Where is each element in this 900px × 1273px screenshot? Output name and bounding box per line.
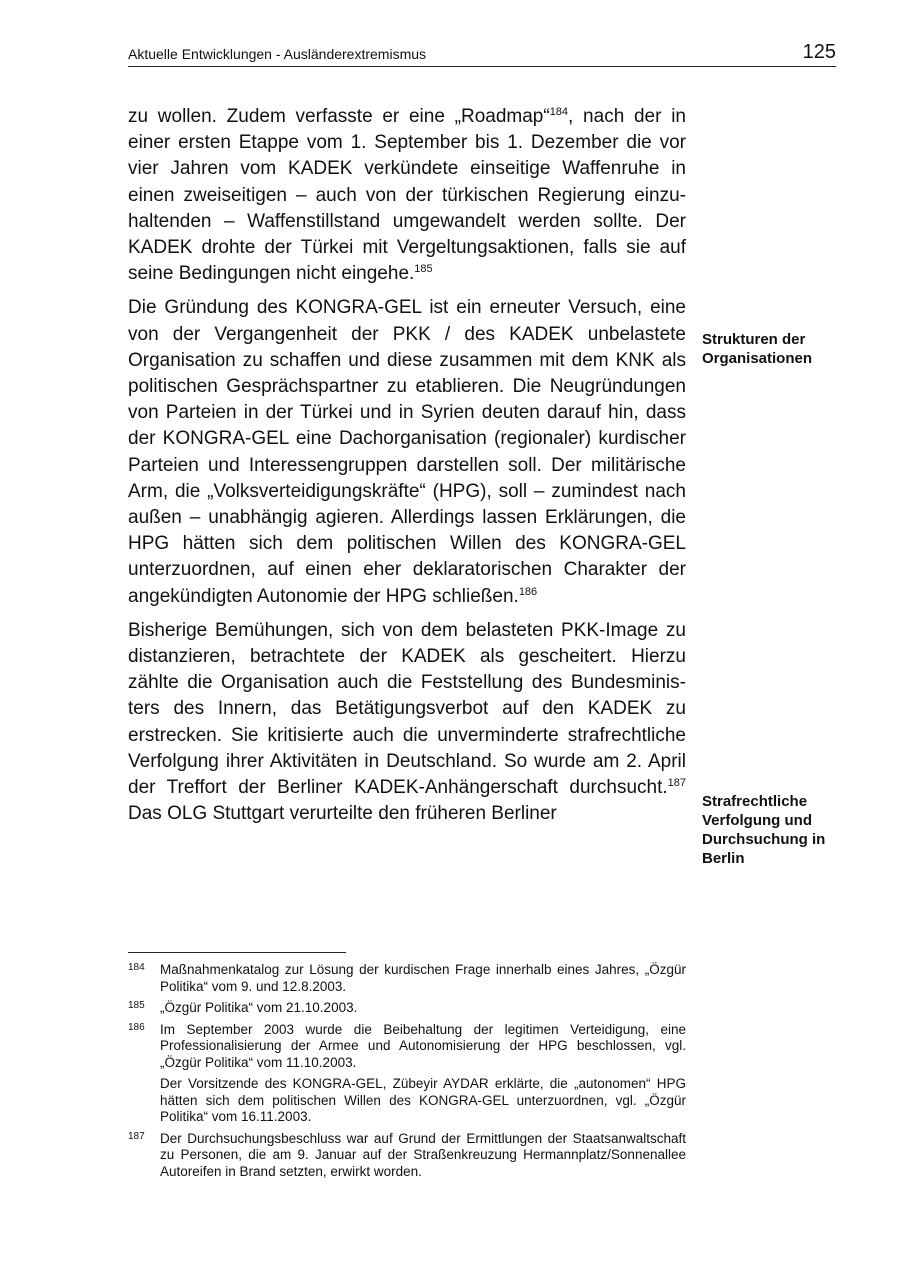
footnote-text: „Özgür Politika“ vom 21.10.2003. [160,1000,358,1015]
footnote-184 [128,962,686,995]
footnote-text: Maßnahmenkatalog zur Lösung der kurdischen Frage innerhalb eines Jahres, „Özgür Politika“ vom 9. und 12.8.2003. [160,962,686,994]
footnotes [128,962,686,1185]
footnote-number: 185 [128,1000,145,1011]
footnote-text: Im September 2003 wurde die Beibehaltung der legitimen Verteidigung, eine Professionalisierung der Armee und Autonomisierung der HPG beschlossen, vgl. „Özgür Politika“ vom 11.10.2003. [160,1021,686,1070]
footnote-number: 184 [128,962,145,973]
paragraph-text: Bisherige Bemühungen, sich von dem belasteten PKK-Image zu distanzieren, betrachtete der KADEK als gescheitert. Hierzu zählte die Organisation auch die Feststellung des Bundesministers des Innern, das Betätigungsverbot auf den KADEK zu erstrecken. Sie kritisierte auch die unverminderte strafrechtliche Verfolgung ihrer Aktivitäten in Deutschland. So wurde am 2. April der Treffort der Berliner KADEK-Anhängerschaft durchsucht. [128,619,686,799]
footnote-number: 187 [128,1130,145,1142]
paragraph-text: zu wollen. Zudem verfasste er eine „Roadmap“ [128,106,550,127]
footnote-186-continued: Der Vorsitzende des KONGRA-GEL, Zübeyir AYDAR erklärte, die „autonomen“ HPG hätten sich dem politischen Willen des KONGRA-GEL unterzuordnen, vgl. „Özgür Politika“ vom 16.11.2003. [160,1076,686,1124]
footnote-187 [128,1131,686,1181]
footnote-ref: 186 [518,585,538,598]
footnote-text: Der Durchsuchungsbeschluss war auf Grund der Ermittlungen der Staatsanwaltschaft zu Personen, die am 9. Januar auf der Straßenkreuzung Hermannplatz/Sonnenallee Autoreifen in Brand setzten, erwirkt worden. [160,1130,686,1179]
footnote-186 [128,1022,686,1072]
paragraph-3 [128,618,686,828]
footnote-ref: 185 [414,263,433,276]
page-header [128,40,836,67]
body-text [128,104,686,835]
paragraph-text: Das OLG Stuttgart verurteilte den früheren Berliner [128,803,557,825]
paragraph-1 [128,104,686,287]
paragraph-text: Die Gründung des KONGRA-GEL ist ein erneuter Versuch, eine von der Vergangenheit der PKK / des KADEK unbelastete Organisation zu schaffen und diese zusammen mit dem KNK als politischen Gesprächspartner zu etablieren. Die Neugründungen von Parteien in der Türkei und in Syrien deuten darauf hin, dass der KONGRA-GEL eine Dachorganisation (regionaler) kurdischer Parteien und Interessengruppen darstellen soll. Der militärische Arm, die „Volksverteidigungskräfte“ (HPG), soll – zumindest nach außen – unabhängig agieren. Allerdings lassen Erklärungen, die HPG hätten sich dem politischen Willen des KONGRA-GEL unterzuordnen, auf einen eher deklaratorischen Charakter der angekündigten Autonomie der HPG schließen. [128,297,686,607]
paragraph-2 [128,295,686,609]
footnote-185 [128,1000,686,1017]
margin-note-structures: Strukturen der Organisationen [702,331,813,367]
page-number: 125 [802,41,836,63]
footnote-separator [128,952,346,953]
margin-note-prosecution: Strafrechtliche Verfolgung und Durchsuchung in Berlin [702,793,826,867]
footnote-ref: 187 [667,777,686,790]
footnote-ref: 184 [549,106,569,118]
paragraph-text: , nach der in einer ersten Etappe vom 1. September bis 1. Dezember die vor vier Jahren vom KADEK verkündete einseitige Waffenruhe in einen zweiseitigen – auch von der türkischen Regierung einzuhaltenden – Waffenstillstand umgewandelt werden sollte. Der KADEK drohte der Türkei mit Vergeltungsaktionen, falls sie auf seine Bedingungen nicht eingehe. [128,106,686,285]
running-title: Aktuelle Entwicklungen - Ausländerextremismus [128,46,427,62]
footnote-number: 186 [128,1021,145,1033]
